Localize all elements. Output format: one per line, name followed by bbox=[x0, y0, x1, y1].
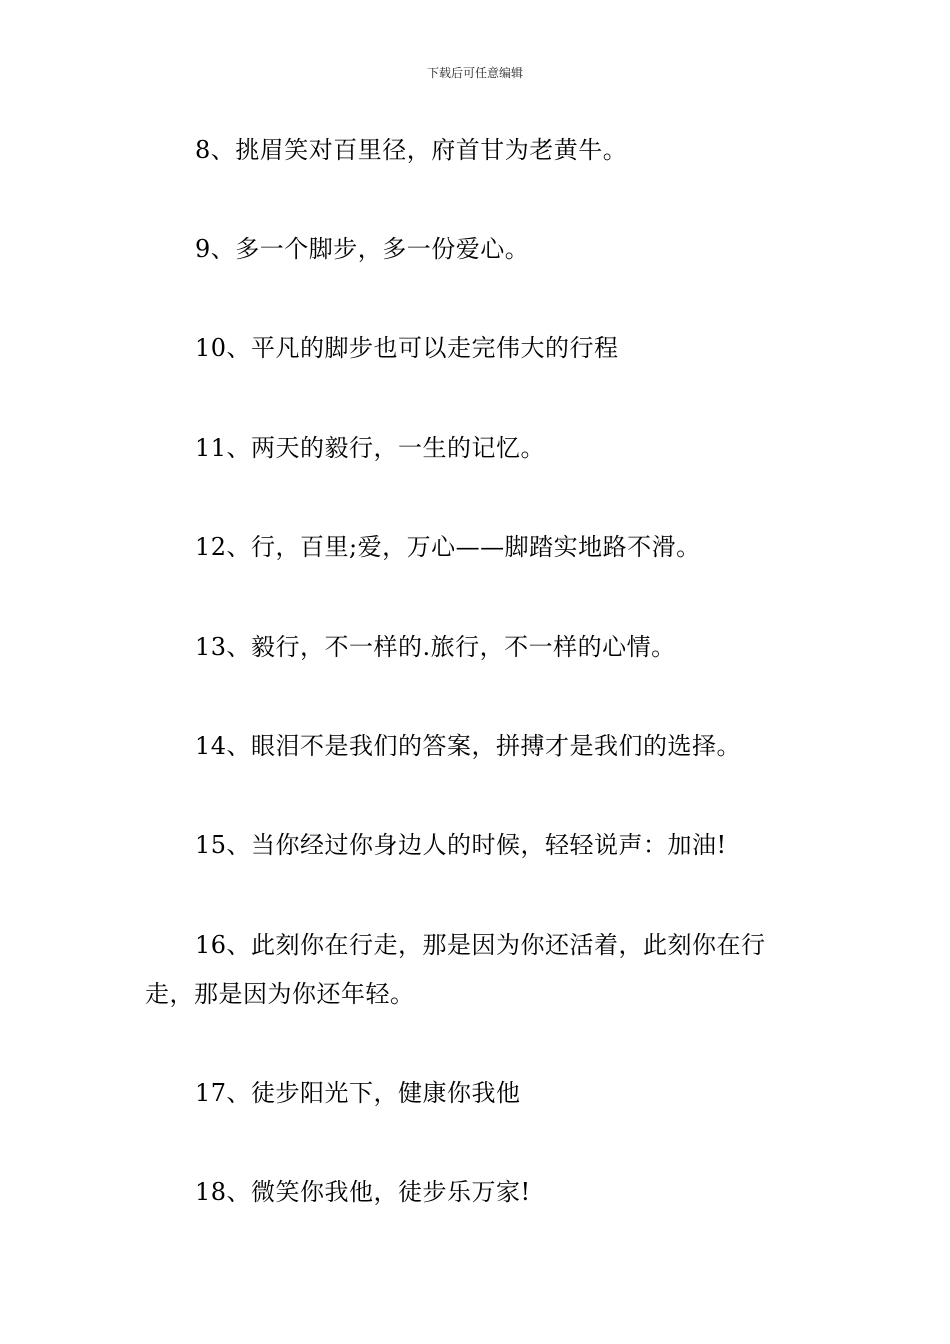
list-item: 9、多一个脚步，多一份爱心。 bbox=[195, 235, 530, 263]
list-item: 18、微笑你我他，徒步乐万家! bbox=[195, 1178, 531, 1206]
page-header: 下载后可任意编辑 bbox=[426, 66, 523, 80]
list-item: 17、徒步阳光下，健康你我他 bbox=[195, 1079, 521, 1107]
list-item: 8、挑眉笑对百里径，府首甘为老黄牛。 bbox=[195, 136, 628, 164]
list-item: 14、眼泪不是我们的答案，拼搏才是我们的选择。 bbox=[195, 732, 742, 760]
list-item: 16、此刻你在行走，那是因为你还活着，此刻你在行走，那是因为你还年轻。 bbox=[145, 931, 766, 1008]
list-item: 13、毅行，不一样的.旅行，不一样的心情。 bbox=[195, 633, 676, 661]
list-item: 12、行，百里;爱，万心——脚踏实地路不滑。 bbox=[195, 533, 701, 561]
list-item: 15、当你经过你身边人的时候，轻轻说声：加油! bbox=[195, 831, 727, 859]
list-item: 10、平凡的脚步也可以走完伟大的行程 bbox=[195, 334, 619, 362]
list-item: 11、两天的毅行，一生的记忆。 bbox=[195, 434, 546, 462]
